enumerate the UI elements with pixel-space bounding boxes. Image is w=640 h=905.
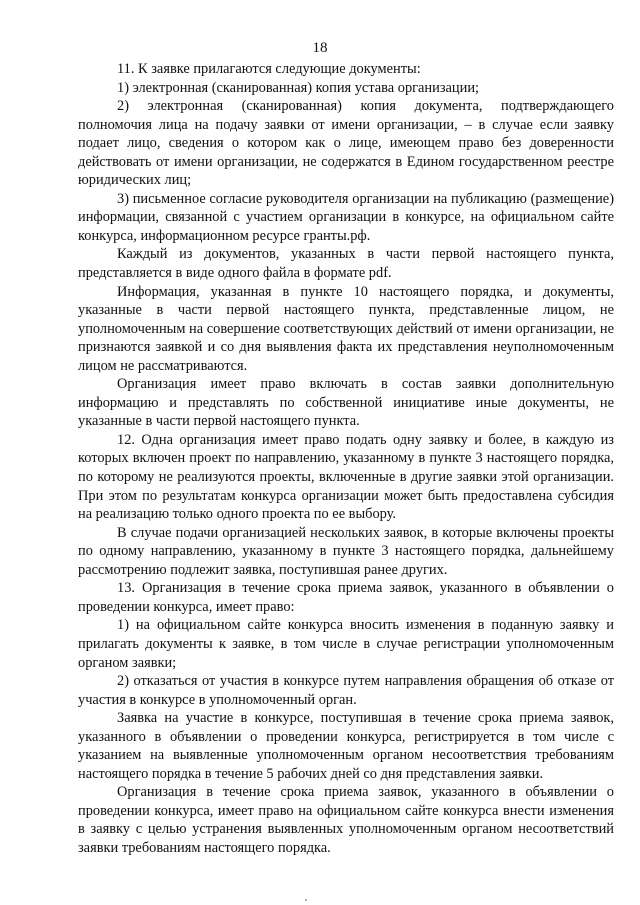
document-body xyxy=(78,60,614,858)
page-number: 18 xyxy=(312,40,328,56)
paragraph-11-item-2: 2) электронная (сканированная) копия документа, подтверждающего полномочия лица на подачу заявки от имени организации, – в случае если заявку подает лицо, сведения о котором как о лице, имеющем право без доверенности действовать от имени организации, не содержатся в Едином государственном реестре юридических лиц; xyxy=(78,98,614,189)
paragraph-13-item-2: 2) отказаться от участия в конкурсе путем направления обращения об отказе от участия в конкурсе в уполномоченный орган. xyxy=(78,673,614,708)
paragraph-13-registration: Заявка на участие в конкурсе, поступившая в течение срока приема заявок, указанного в объявлении о проведении конкурса, регистрируется в том числе с указанием на выявленные уполномоченным органом несоответствия требованиям настоящего порядка в течение 5 рабочих дней со дня представления заявки. xyxy=(78,710,614,782)
paragraph-13-changes: Организация в течение срока приема заявок, указанного в объявлении о проведении конкурса, имеет право на официальном сайте конкурса внести изменения в заявку с целью устранения выявленных уполномоченным органом несоответствий заявки требованиям настоящего порядка. xyxy=(78,784,614,856)
paragraph-11-unauthorized: Информация, указанная в пункте 10 настоящего порядка, и документы, указанные в части первой настоящего пункта, представленные лицом, не уполномоченным на совершение соответствующих действий от имени организации, не признаются заявкой и со дня выявления факта их представления неуполномоченным лицом не рассматриваются. xyxy=(78,283,614,374)
paragraph-11-intro: 11. К заявке прилагаются следующие документы: xyxy=(117,61,421,77)
paragraph-12: 12. Одна организация имеет право подать одну заявку и более, в каждую из которых включен проект по направлению, указанному в пункте 3 настоящего порядка, по которому не реализуются проекты, включенные в другие заявки этой организации. При этом по результатам конкурса организации может быть предоставлена субсидия на реализацию только одного проекта по ее выбору. xyxy=(78,431,614,523)
paragraph-13-item-1: 1) на официальном сайте конкурса вносить изменения в поданную заявку и прилагать документы к заявке, в том числе в случае регистрации уполномоченным органом заявки; xyxy=(78,617,614,671)
paragraph-11-item-1: 1) электронная (сканированная) копия устава организации; xyxy=(117,79,480,96)
paragraph-12-multiple-applications: В случае подачи организацией нескольких заявок, в которые включены проекты по одному направлению, указанному в пункте 3 настоящего порядка, дальнейшему рассмотрению подлежит заявка, поступившая ранее других. xyxy=(78,524,614,578)
paragraph-13-intro: 13. Организация в течение срока приема заявок, указанного в объявлении о проведении конкурса, имеет право: xyxy=(78,580,614,615)
paragraph-11-additional-info: Организация имеет право включать в состав заявки дополнительную информацию и представлять по собственной инициативе иные документы, не указанные в части первой настоящего пункта. xyxy=(78,376,614,430)
scan-speck xyxy=(305,899,307,901)
paragraph-11-pdf-format: Каждый из документов, указанных в части первой настоящего пункта, представляется в виде одного файла в формате pdf. xyxy=(78,246,614,282)
paragraph-11-item-3: 3) письменное согласие руководителя организации на публикацию (размещение) информации, связанной с участием организации в конкурсе, на официальном сайте конкурса, информационном ресурсе гранты.рф. xyxy=(78,190,614,244)
